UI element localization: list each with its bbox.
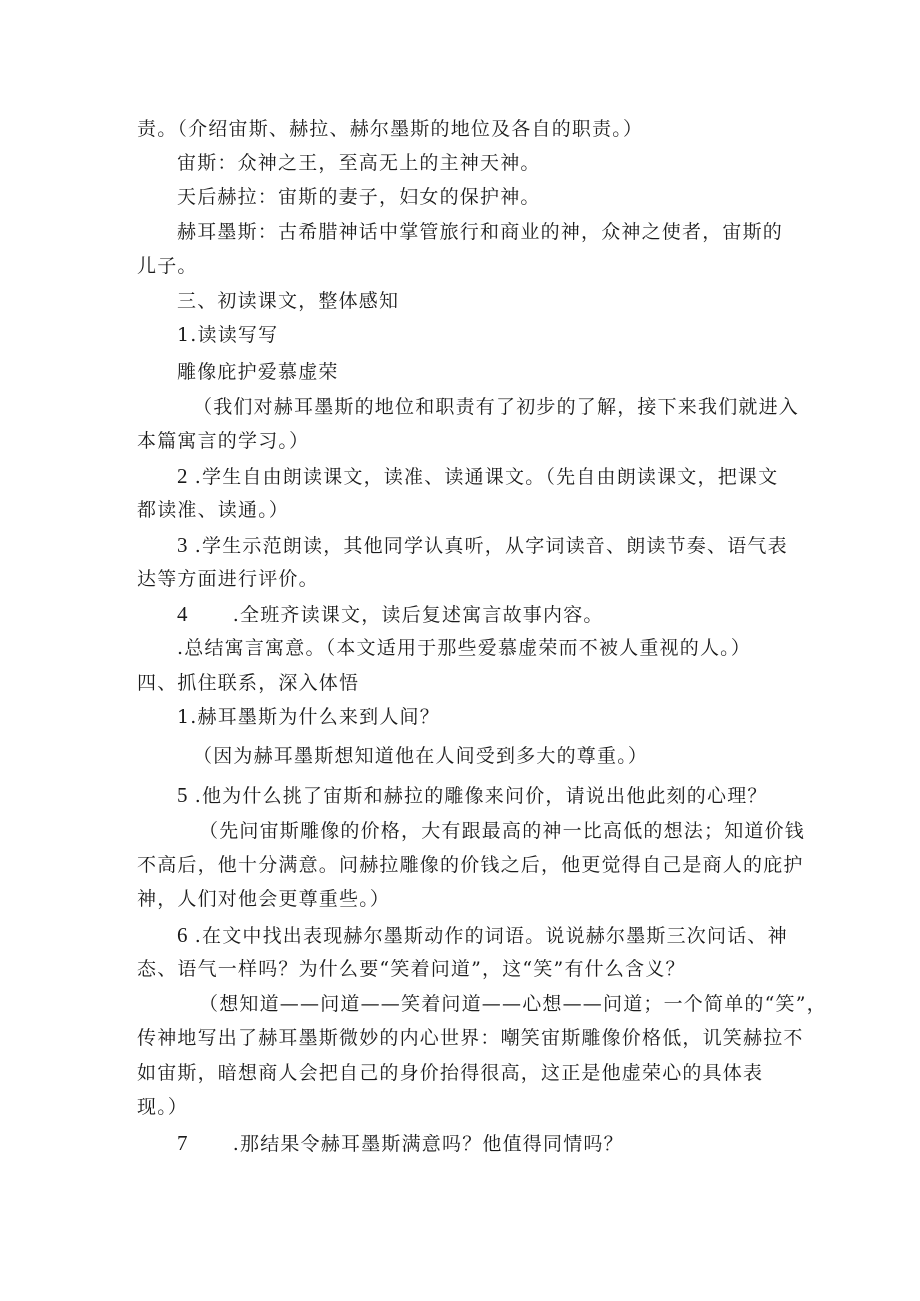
text-line: 态、语气一样吗？为什么要“笑着问道”，这“笑”有什么含义？ bbox=[137, 958, 686, 980]
text-line: 都读准、读通。） bbox=[137, 499, 290, 521]
text-line: 宙斯：众神之王，至高无上的主神天神。 bbox=[177, 152, 541, 174]
text-line: 达等方面进行评价。 bbox=[137, 568, 319, 590]
item-number: 2 bbox=[177, 464, 188, 488]
text-line: 1.读读写写 bbox=[177, 324, 279, 346]
text-line: （先问宙斯雕像的价格，大有跟最高的神一比高低的想法；知道价钱 bbox=[199, 820, 806, 842]
text-line: （想知道——问道——笑着问道——心想——问道；一个简单的“笑”， bbox=[199, 993, 827, 1015]
section-heading: 四、抓住联系，深入体悟 bbox=[137, 672, 360, 694]
numbered-line bbox=[177, 1130, 624, 1157]
item-text: .学生示范朗读，其他同学认真听，从字词读音、朗读节奏、语气表 bbox=[194, 535, 788, 557]
item-text: .学生自由朗读课文，读准、读通课文。（先自由朗读课文，把课文 bbox=[194, 466, 779, 488]
item-text: .在文中找出表现赫尔墨斯动作的词语。说说赫尔墨斯三次问话、神 bbox=[194, 925, 788, 947]
item-number: 3 bbox=[177, 533, 188, 557]
item-number: 4 bbox=[177, 602, 188, 626]
item-number: 7 bbox=[177, 1131, 188, 1155]
text-line: 雕像庇护爱慕虚荣 bbox=[177, 361, 339, 383]
text-line: （因为赫耳墨斯想知道他在人间受到多大的尊重。） bbox=[193, 745, 649, 767]
item-text: .他为什么挑了宙斯和赫拉的雕像来问价，请说出他此刻的心理？ bbox=[194, 785, 768, 807]
text-line: 如宙斯，暗想商人会把自己的身价抬得很高，这正是他虚荣心的具体表 bbox=[137, 1062, 764, 1084]
text-line: 传神地写出了赫耳墨斯微妙的内心世界：嘲笑宙斯雕像价格低，讥笑赫拉不 bbox=[137, 1027, 804, 1049]
item-number: 5 bbox=[177, 783, 188, 807]
item-number: 6 bbox=[177, 923, 188, 947]
text-line: 神，人们对他会更尊重些。） bbox=[137, 888, 391, 910]
item-text: .全班齐读课文，读后复述寓言故事内容。 bbox=[232, 604, 604, 626]
text-line: 责。（介绍宙斯、赫拉、赫尔墨斯的地位及各自的职责。） bbox=[137, 118, 644, 140]
numbered-line bbox=[177, 463, 778, 490]
text-line: （我们对赫耳墨斯的地位和职责有了初步的了解，接下来我们就进入 bbox=[193, 396, 800, 418]
text-line: 本篇寓言的学习。） bbox=[137, 430, 310, 452]
text-line: 不高后，他十分满意。问赫拉雕像的价钱之后，他更觉得自己是商人的庇护 bbox=[137, 854, 804, 876]
text-line: 儿子。 bbox=[137, 255, 198, 277]
text-line: 赫耳墨斯：古希腊神话中掌管旅行和商业的神，众神之使者，宙斯的 bbox=[177, 221, 784, 243]
numbered-line bbox=[177, 782, 768, 809]
numbered-line bbox=[177, 601, 604, 628]
text-line: 1.赫耳墨斯为什么来到人间？ bbox=[177, 706, 440, 728]
text-line: 天后赫拉：宙斯的妻子，妇女的保护神。 bbox=[177, 186, 541, 208]
numbered-line bbox=[177, 922, 788, 949]
numbered-line bbox=[177, 532, 788, 559]
text-line: 现。） bbox=[137, 1096, 189, 1118]
text-line: .总结寓言寓意。（本文适用于那些爱慕虚荣而不被人重视的人。） bbox=[177, 637, 752, 659]
item-text: .那结果令赫耳墨斯满意吗？他值得同情吗？ bbox=[232, 1133, 624, 1155]
section-heading: 三、初读课文，整体感知 bbox=[177, 290, 400, 312]
